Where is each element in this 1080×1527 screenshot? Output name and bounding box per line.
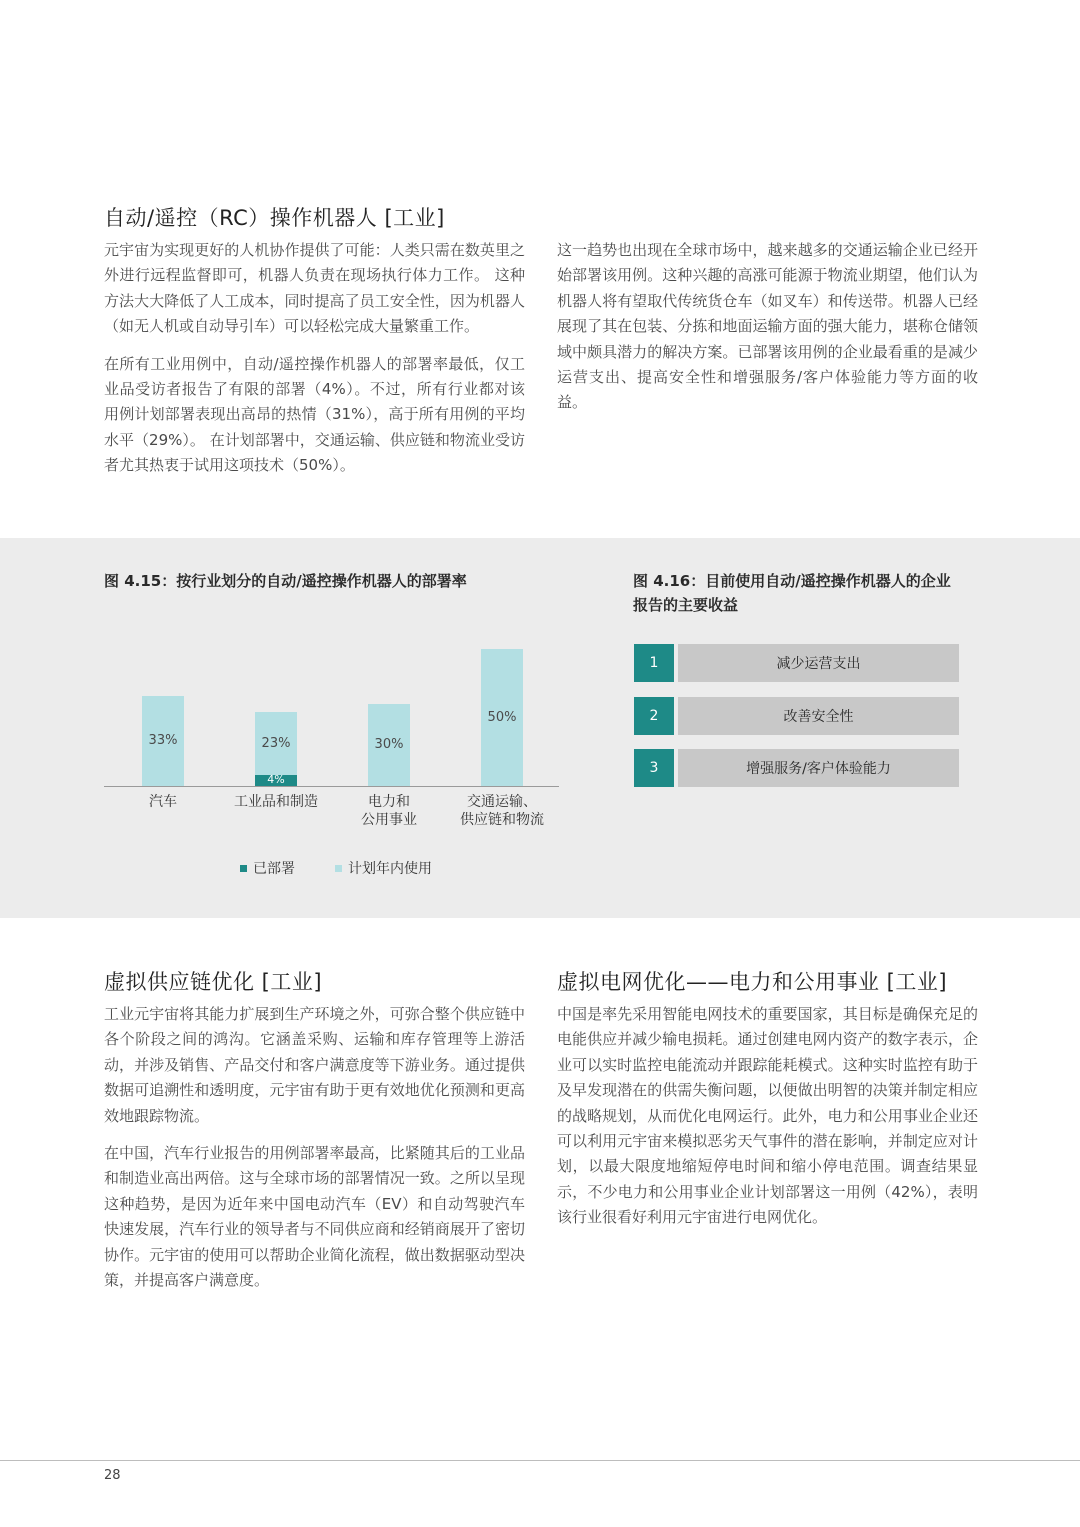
benefit-number-2: 2 [634, 697, 674, 735]
supply-column [104, 1002, 525, 1293]
bar-planned-label-3: 50% [487, 709, 517, 725]
legend-deployed [240, 858, 295, 878]
legend-deployed-label: 已部署 [253, 861, 295, 877]
benefit-number-3: 3 [634, 749, 674, 787]
supply-paragraph-1: 工业元宇宙将其能力扩展到生产环境之外，可弥合整个供应链中各个阶段之间的鸿沟。它涵盖采购、运输和库存管理等上游活动，并涉及销售、产品交付和客户满意度等下游业务。通过提供数据可追溯性和透明度，元宇宙有助于更有效地优化预测和更高效地跟踪物流。 [104, 1005, 525, 1125]
rc-paragraph-1: 元宇宙为实现更好的人机协作提供了可能：人类只需在数英里之外进行远程监督即可，机器人负责在现场执行体力工作。 这种方法大大降低了人工成本，同时提高了员工安全性，因为机器人（如无人机或自动导引车）可以轻松完成大量繁重工作。 [104, 241, 525, 336]
legend-deployed-swatch [240, 865, 247, 872]
rc-left-column [104, 238, 525, 479]
legend-planned-label: 计划年内使用 [348, 861, 432, 877]
bar-planned-label-2: 30% [374, 736, 404, 752]
category-label-2: 电力和 公用事业 [361, 794, 417, 828]
figure-416-title-line1: 图 4.16：目前使用自动/遥控操作机器人的企业 [633, 572, 951, 590]
rc-right-column [557, 238, 978, 416]
category-label-1: 工业品和制造 [234, 794, 318, 810]
rc-paragraph-3: 这一趋势也出现在全球市场中，越来越多的交通运输企业已经开始部署该用例。这种兴趣的高涨可能源于物流业期望，他们认为机器人将有望取代传统货仓车（如叉车）和传送带。机器人已经展现了其在包装、分拣和地面运输方面的强大能力，堪称仓储领域中颇具潜力的解决方案。已部署该用例的企业最看重的是减少运营支出、提高安全性和增强服务/客户体验能力等方面的收益。 [557, 241, 978, 412]
benefit-label-1: 减少运营支出 [678, 644, 959, 682]
bar-deployed-label-1: 4% [267, 773, 285, 787]
figure-416-title-line2: 报告的主要收益 [633, 596, 739, 614]
benefit-number-1: 1 [634, 644, 674, 682]
chart-baseline [104, 786, 559, 787]
rc-paragraph-2: 在所有工业用例中，自动/遥控操作机器人的部署率最低，仅工业品受访者报告了有限的部署（4%）。不过，所有行业都对该用例计划部署表现出高昂的热情（31%），高于所有用例的平均水平（29%）。 在计划部署中，交通运输、供应链和物流业受访者尤其热衷于试用这项技术（50%）。 [104, 354, 525, 475]
deployment-rate-chart [104, 600, 564, 900]
bar-planned-label-0: 33% [148, 732, 178, 748]
footer-rule [0, 1460, 1080, 1461]
grid-column [557, 1002, 978, 1231]
category-label-3: 交通运输、 供应链和物流 [460, 794, 544, 828]
section-title-grid: 虚拟电网优化——电力和公用事业 [工业] [557, 970, 948, 994]
category-label-0: 汽车 [149, 794, 177, 810]
figure-415-title: 图 4.15：按行业划分的自动/遥控操作机器人的部署率 [104, 572, 467, 590]
grid-paragraph-1: 中国是率先采用智能电网技术的重要国家，其目标是确保充足的电能供应并减少输电损耗。通过创建电网内资产的数字表示，企业可以实时监控电能流动并跟踪能耗模式。这种实时监控有助于及早发现潜在的供需失衡问题，以便做出明智的决策并制定相应的战略规划，从而优化电网运行。此外，电力和公用事业企业还可以利用元宇宙来模拟恶劣天气事件的潜在影响，并制定应对计划，以最大限度地缩短停电时间和缩小停电范围。调查结果显示，不少电力和公用事业企业计划部署这一用例（42%），表明该行业很看好利用元宇宙进行电网优化。 [557, 1005, 978, 1227]
section-title-rc: 自动/遥控（RC）操作机器人 [工业] [104, 206, 445, 230]
page-number: 28 [104, 1468, 121, 1483]
benefit-label-3: 增强服务/客户体验能力 [678, 749, 959, 787]
legend-planned-swatch [335, 865, 342, 872]
benefit-label-2: 改善安全性 [678, 697, 959, 735]
section-title-supply: 虚拟供应链优化 [工业] [104, 970, 323, 994]
bar-planned-label-1: 23% [261, 735, 291, 751]
legend-planned [335, 858, 432, 878]
supply-paragraph-2: 在中国，汽车行业报告的用例部署率最高，比紧随其后的工业品和制造业高出两倍。这与全球市场的部署情况一致。之所以呈现这种趋势，是因为近年来中国电动汽车（EV）和自动驾驶汽车快速发展，汽车行业的领导者与不同供应商和经销商展开了密切协作。元宇宙的使用可以帮助企业简化流程，做出数据驱动型决策，并提高客户满意度。 [104, 1144, 525, 1290]
